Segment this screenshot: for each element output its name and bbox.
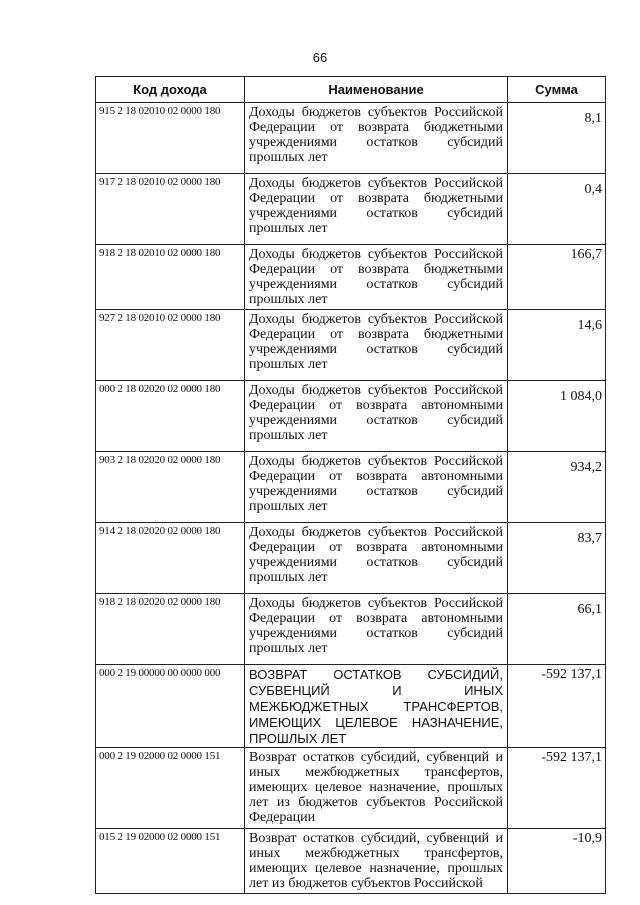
row-sum: 934,2	[508, 452, 606, 523]
table-row	[96, 829, 606, 894]
header-code: Код дохода	[96, 77, 245, 103]
row-name: Доходы бюджетов субъектов Российской Федерации от возврата бюджетными учреждениями остатков субсидий прошлых лет	[245, 174, 508, 245]
row-code: 000 2 19 00000 00 0000 000	[96, 665, 245, 748]
table-row	[96, 452, 606, 523]
row-sum: 8,1	[508, 103, 606, 174]
row-sum: 66,1	[508, 594, 606, 665]
table-row	[96, 381, 606, 452]
row-code: 015 2 19 02000 02 0000 151	[96, 829, 245, 894]
row-code: 000 2 19 02000 02 0000 151	[96, 748, 245, 829]
table-row	[96, 103, 606, 174]
row-name: Доходы бюджетов субъектов Российской Федерации от возврата бюджетными учреждениями остатков субсидий прошлых лет	[245, 103, 508, 174]
row-name: Возврат остатков субсидий, субвенций и иных межбюджетных трансфертов, имеющих целевое назначение, прошлых лет из бюджетов субъектов Российской	[245, 829, 508, 894]
row-sum: 166,7	[508, 245, 606, 310]
row-sum: 14,6	[508, 310, 606, 381]
revenue-table	[95, 76, 606, 894]
table-row	[96, 665, 606, 748]
page-number: 66	[312, 50, 328, 65]
row-sum: -10,9	[508, 829, 606, 894]
table-row	[96, 310, 606, 381]
header-sum: Сумма	[508, 77, 606, 103]
row-sum: -592 137,1	[508, 665, 606, 748]
table-row	[96, 748, 606, 829]
table-row	[96, 523, 606, 594]
table-row	[96, 245, 606, 310]
row-code: 915 2 18 02010 02 0000 180	[96, 103, 245, 174]
row-name: Доходы бюджетов субъектов Российской Федерации от возврата автономными учреждениями остатков субсидий прошлых лет	[245, 381, 508, 452]
row-code: 903 2 18 02020 02 0000 180	[96, 452, 245, 523]
row-sum: 83,7	[508, 523, 606, 594]
row-sum: 0,4	[508, 174, 606, 245]
table-row	[96, 594, 606, 665]
row-name: Доходы бюджетов субъектов Российской Федерации от возврата автономными учреждениями остатков субсидий прошлых лет	[245, 523, 508, 594]
row-name: Доходы бюджетов субъектов Российской Федерации от возврата бюджетными учреждениями остатков субсидий прошлых лет	[245, 245, 508, 310]
row-code: 927 2 18 02010 02 0000 180	[96, 310, 245, 381]
table-row	[96, 174, 606, 245]
row-code: 000 2 18 02020 02 0000 180	[96, 381, 245, 452]
table-header-row	[96, 77, 606, 103]
row-name: ВОЗВРАТ ОСТАТКОВ СУБСИДИЙ, СУБВЕНЦИЙ И ИНЫХ МЕЖБЮДЖЕТНЫХ ТРАНСФЕРТОВ, ИМЕЮЩИХ ЦЕЛЕВОЕ НАЗНАЧЕНИЕ, ПРОШЛЫХ ЛЕТ	[245, 665, 508, 748]
row-code: 918 2 18 02020 02 0000 180	[96, 594, 245, 665]
row-sum: 1 084,0	[508, 381, 606, 452]
row-name: Возврат остатков субсидий, субвенций и иных межбюджетных трансфертов, имеющих целевое назначение, прошлых лет из бюджетов субъектов Российской Федерации	[245, 748, 508, 829]
row-name: Доходы бюджетов субъектов Российской Федерации от возврата бюджетными учреждениями остатков субсидий прошлых лет	[245, 310, 508, 381]
row-code: 917 2 18 02010 02 0000 180	[96, 174, 245, 245]
row-sum: -592 137,1	[508, 748, 606, 829]
row-name: Доходы бюджетов субъектов Российской Федерации от возврата автономными учреждениями остатков субсидий прошлых лет	[245, 452, 508, 523]
header-name: Наименование	[245, 77, 508, 103]
row-code: 918 2 18 02010 02 0000 180	[96, 245, 245, 310]
row-code: 914 2 18 02020 02 0000 180	[96, 523, 245, 594]
row-name: Доходы бюджетов субъектов Российской Федерации от возврата автономными учреждениями остатков субсидий прошлых лет	[245, 594, 508, 665]
